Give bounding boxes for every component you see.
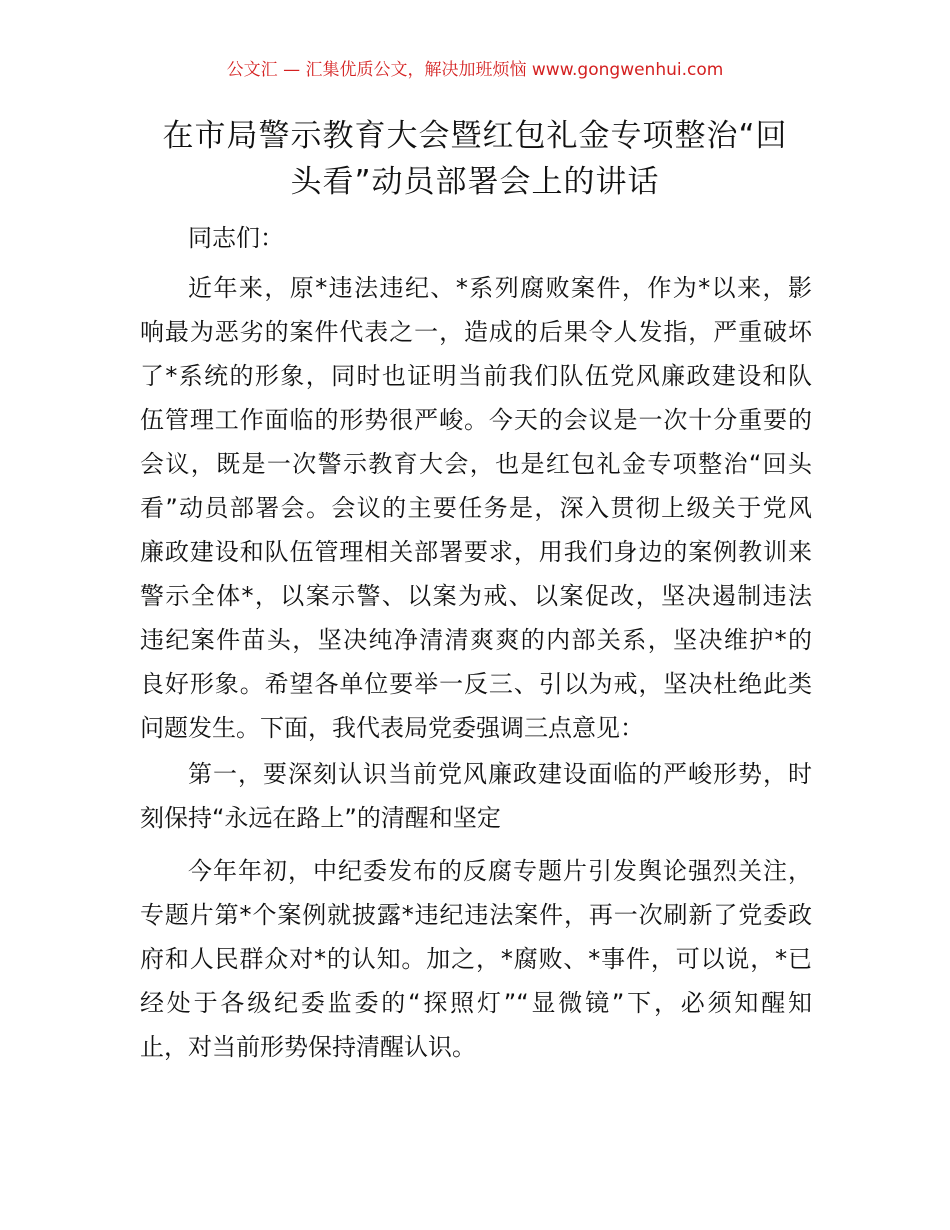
document-title bbox=[140, 113, 810, 205]
site-banner[interactable]: 公文汇 — 汇集优质公文，解决加班烦恼 www.gongwenhui.com bbox=[226, 60, 724, 80]
paragraph-body bbox=[140, 849, 812, 1069]
salutation: 同志们： bbox=[188, 224, 284, 252]
title-line: 在市局警示教育大会暨红包礼金专项整治“回 bbox=[162, 118, 788, 154]
text-line: 了*系统的形象，同时也证明当前我们队伍党风廉政建设和队 bbox=[140, 362, 812, 390]
text-line: 问题发生。下面，我代表局党委强调三点意见： bbox=[140, 714, 644, 742]
section-heading-first bbox=[140, 752, 812, 840]
text-line: 第一，要深刻认识当前党风廉政建设面临的严峻形势，时 bbox=[188, 760, 812, 788]
text-line: 违纪案件苗头，坚决纯净清清爽爽的内部关系，坚决维护*的 bbox=[140, 626, 812, 654]
text-line: 近年来，原*违法违纪、*系列腐败案件，作为*以来，影 bbox=[188, 274, 812, 302]
text-line: 专题片第*个案例就披露*违纪违法案件，再一次刷新了党委政 bbox=[140, 901, 812, 929]
text-line: 会议，既是一次警示教育大会，也是红包礼金专项整治“回头 bbox=[140, 450, 812, 478]
text-line: 看”动员部署会。会议的主要任务是，深入贯彻上级关于党风 bbox=[140, 494, 812, 522]
text-line: 响最为恶劣的案件代表之一，造成的后果令人发指，严重破坏 bbox=[140, 318, 812, 346]
paragraph-intro bbox=[140, 266, 812, 750]
text-line: 伍管理工作面临的形势很严峻。今天的会议是一次十分重要的 bbox=[140, 406, 812, 434]
text-line: 经处于各级纪委监委的“探照灯”“显微镜”下，必须知醒知 bbox=[140, 989, 812, 1017]
text-line: 今年年初，中纪委发布的反腐专题片引发舆论强烈关注， bbox=[188, 857, 812, 885]
text-line: 府和人民群众对*的认知。加之，*腐败、*事件，可以说，*已 bbox=[140, 945, 812, 973]
title-line: 头看”动员部署会上的讲话 bbox=[290, 164, 660, 200]
text-line: 止，对当前形势保持清醒认识。 bbox=[140, 1033, 476, 1061]
text-line: 良好形象。希望各单位要举一反三、引以为戒，坚决杜绝此类 bbox=[140, 670, 812, 698]
text-line: 刻保持“永远在路上”的清醒和坚定 bbox=[140, 804, 501, 832]
text-line: 警示全体*，以案示警、以案为戒、以案促改，坚决遏制违法 bbox=[140, 582, 812, 610]
text-line: 廉政建设和队伍管理相关部署要求，用我们身边的案例教训来 bbox=[140, 538, 812, 566]
